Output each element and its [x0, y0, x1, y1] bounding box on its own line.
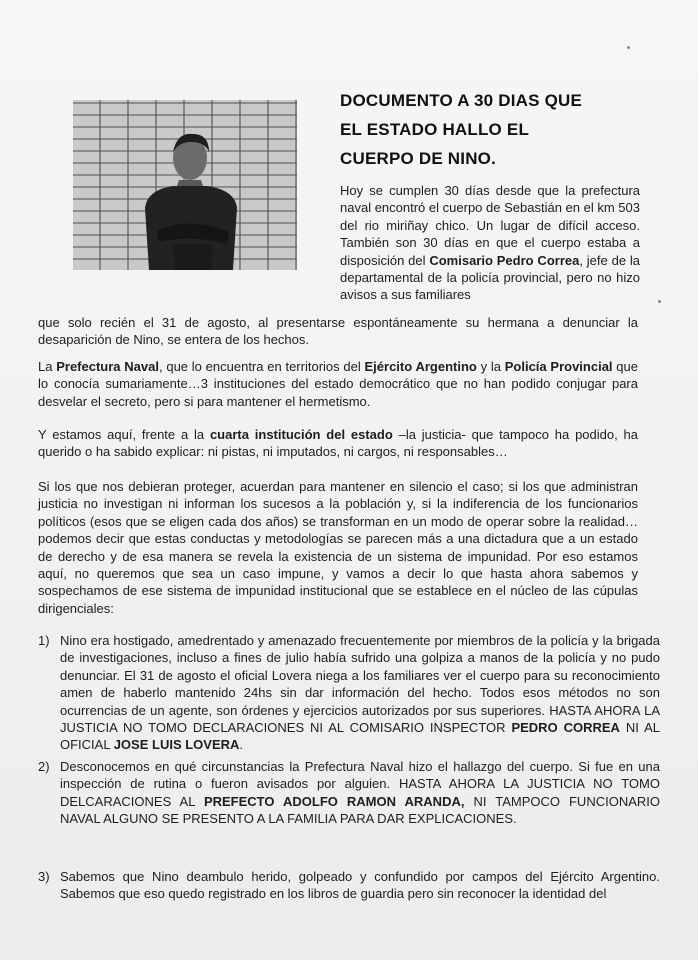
li2-b1: PREFECTO ADOLFO RAMON ARANDA, — [203, 793, 465, 809]
li3-t1: Sabemos que Nino deambulo herido, golpeado y confundido por campos del Ejército Argentino. Sabemos que eso quedo registrado en los libros de guardia pero sin reconocer la identidad del — [60, 869, 660, 902]
naval-t4: que lo conocía sumariamente…3 instituciones del estado democrático que no han podido conjugar para desvelar el secreto, pero si para mantener el hermetismo. — [38, 359, 638, 409]
list-item-body — [60, 758, 660, 828]
title-line-2: EL ESTADO HALLO EL — [340, 120, 530, 139]
naval-t1: La — [38, 359, 57, 374]
intro-paragraph — [340, 182, 640, 304]
li1-t1: Nino era hostigado, amedrentado y amenazado frecuentemente por miembros de la policía y la brigada de investigaciones, incluso a fines de julio había sufrido una golpiza a manos de la policía y no pudo denunciar. El 31 de agosto el oficial Lovera niega a los familiares ver el cuerpo para su reconocimiento amen de haberlo mantenido 24hs sin dar información del hecho. Todos esos métodos no son ocurrencias de un agente, son órdenes y ejercicios autorizados por sus superiores. HASTA AHORA LA JUSTICIA NO TOMO DECLARACIONES NI AL COMISARIO INSPECTOR — [60, 633, 660, 736]
intro-text-b: , jefe de la departamental de la policía provincial, pero no hizo avisos a sus familiares — [340, 252, 640, 303]
portrait-photo — [73, 100, 297, 270]
paper-speck — [658, 300, 661, 303]
paper-speck — [627, 46, 630, 49]
li1-b1: PEDRO CORREA — [511, 720, 620, 736]
naval-b2: Ejército Argentino — [364, 359, 477, 374]
paragraph-justicia — [38, 426, 638, 461]
document-title — [340, 86, 660, 173]
title-line-1: DOCUMENTO A 30 DIAS QUE — [340, 91, 583, 110]
intro-continuation: que solo recién el 31 de agosto, al presentarse espontáneamente su hermana a denunciar la desaparición de Nino, se entera de los hechos. — [38, 315, 638, 348]
li2-t1: Desconocemos en qué circunstancias la Prefectura Naval hizo el hallazgo del cuerpo. Si fue en una inspección de rutina o fueron avisados por alguien. HASTA AHORA LA JUSTICIA NO TOMO DELCARACIONES AL — [60, 759, 660, 809]
person-figure — [143, 118, 243, 270]
naval-t2: , que lo encuentra en territorios del — [158, 359, 365, 374]
paragraph-prefectura — [38, 358, 638, 410]
list-number: 2) — [38, 759, 50, 774]
justicia-t1: Y estamos aquí, frente a la — [38, 427, 210, 442]
paragraph-proteger: Si los que nos debieran proteger, acuerdan para mantener en silencio el caso; si los que administran justicia no investigan ni informan los sucesos a la población y, si la indiferencia de los funcionarios políticos (esos que se eligen cada dos años) se transforman en un modo de operar sobre la realidad…podemos decir que estas conductas y metodologías se parecen más a una dictadura que a un estado de derecho y de esa manera se revela la existencia de un sistema de impunidad. Por eso estamos aquí, no queremos que sea un caso impune, y vamos a decir lo que hasta ahora sabemos y sospechamos de ese sistema de impunidad institucional que se establece en el núcleo de las cúpulas dirigenciales: — [38, 479, 638, 616]
justicia-t2: –la justicia- que tampoco ha podido, ha querido o ha sabido explicar: ni pistas, ni imputados, ni cargos, ni responsables… — [38, 427, 638, 460]
list-number: 3) — [38, 869, 50, 884]
naval-b1: Prefectura Naval — [56, 359, 159, 374]
list-item-body — [60, 632, 660, 754]
naval-t3: y la — [476, 359, 505, 374]
intro-bold-name: Comisario Pedro Correa — [429, 252, 580, 268]
li1-t3: . — [239, 737, 244, 753]
title-line-3: CUERPO DE NINO. — [340, 149, 497, 168]
li1-b2: JOSE LUIS LOVERA — [113, 737, 240, 753]
justicia-b1: cuarta institución del estado — [209, 427, 393, 442]
li2-t2: NI TAMPOCO FUNCIONARIO NAVAL ALGUNO SE PRESENTO A LA FAMILIA PARA DAR EXPLICACIONES. — [60, 793, 660, 827]
intro-text-a: Hoy se cumplen 30 días desde que la prefectura naval encontró el cuerpo de Sebastián en el km 503 del rio miriñay chico. Un lugar de difícil acceso. También son 30 días en que el cuerpo estaba a disposición del — [340, 183, 640, 268]
list-number: 1) — [38, 633, 50, 648]
li1-t2: NI AL OFICIAL — [60, 720, 660, 753]
naval-b3: Policía Provincial — [504, 359, 613, 374]
list-item-body — [60, 868, 660, 903]
